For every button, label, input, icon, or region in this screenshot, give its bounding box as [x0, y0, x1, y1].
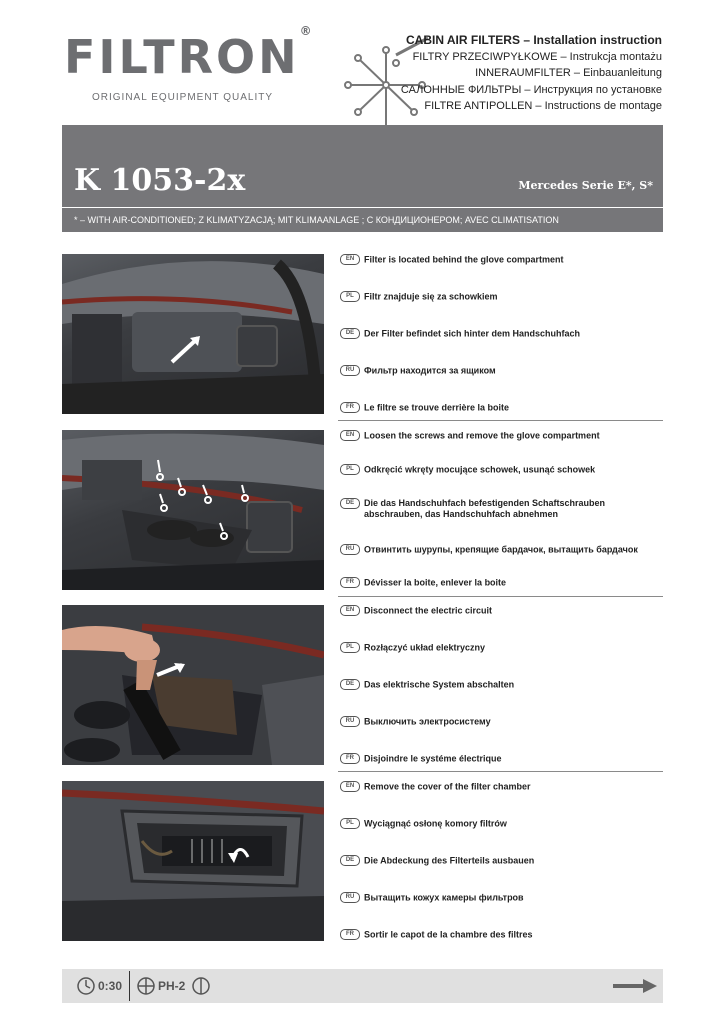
- step-2-fr: FR Dévisser la boite, enlever la boite: [340, 577, 660, 588]
- lang-badge-fr: FR: [340, 929, 360, 940]
- time-value: 0:30: [98, 979, 123, 993]
- lang-badge-fr: FR: [340, 402, 360, 413]
- lang-badge-de: DE: [340, 498, 360, 509]
- lang-badge-ru: RU: [340, 716, 360, 727]
- lang-badge-pl: PL: [340, 818, 360, 829]
- tool-value: PH-2: [158, 979, 186, 993]
- step-4-fr: FR Sortir le capot de la chambre des filtres: [340, 929, 660, 940]
- step-divider: [338, 771, 663, 772]
- lang-badge-en: EN: [340, 605, 360, 616]
- phillips-screwdriver-icon: [136, 976, 156, 996]
- step-3-ru: RU Выключить электросистему: [340, 716, 660, 727]
- step-divider: [338, 596, 663, 597]
- lang-badge-ru: RU: [340, 544, 360, 555]
- step-4-ru: RU Вытащить кожух камеры фильтров: [340, 892, 660, 903]
- lang-badge-fr: FR: [340, 753, 360, 764]
- glove-compartment-photo: [62, 254, 324, 414]
- air-conditioning-note: * – WITH AIR-CONDITIONED; Z KLIMATYZACJĄ; MIT KLIMAANLAGE ; С КОНДИЦИОНЕРОМ; AVEC CLIMATISATION: [62, 208, 663, 232]
- arrow-right-icon[interactable]: [613, 979, 657, 993]
- lang-badge-de: DE: [340, 855, 360, 866]
- title-block: [401, 32, 662, 115]
- step-1-en: EN Filter is located behind the glove compartment: [340, 254, 660, 265]
- lang-badge-de: DE: [340, 679, 360, 690]
- title-pl: FILTRY PRZECIWPYŁKOWE – Instrukcja montażu: [412, 50, 662, 63]
- step-2-de: DE Die das Handschuhfach befestigenden Schaftschrauben abschrauben, das Handschuhfach abnehmen: [340, 498, 660, 520]
- lang-badge-de: DE: [340, 328, 360, 339]
- title-en: CABIN AIR FILTERS – Installation instruction: [405, 33, 662, 47]
- title-ru: САЛОННЫЕ ФИЛЬТРЫ – Инструкция по установке: [400, 83, 662, 96]
- screws-photo: [62, 430, 324, 590]
- footer-divider: [129, 971, 130, 1001]
- lang-badge-pl: PL: [340, 464, 360, 475]
- brand-name: FILTRON: [64, 30, 300, 84]
- clock-icon: [76, 976, 96, 996]
- step-1-de: DE Der Filter befindet sich hinter dem Handschuhfach: [340, 328, 660, 339]
- step-3-fr: FR Disjoindre le systéme électrique: [340, 753, 660, 764]
- lang-badge-pl: PL: [340, 291, 360, 302]
- time-indicator: [76, 977, 122, 995]
- lang-badge-ru: RU: [340, 365, 360, 376]
- lang-badge-en: EN: [340, 254, 360, 265]
- step-1-pl: PL Filtr znajduje się za schowkiem: [340, 291, 660, 302]
- title-de: INNERAUMFILTER – Einbauanleitung: [475, 67, 662, 79]
- step-4-en: EN Remove the cover of the filter chamber: [340, 781, 660, 792]
- electric-circuit-photo: [62, 605, 324, 765]
- lang-badge-ru: RU: [340, 892, 360, 903]
- footer-bar: [62, 969, 663, 1003]
- step-divider: [338, 420, 663, 421]
- step-4-photo: [62, 781, 324, 941]
- step-3-photo: [62, 605, 324, 765]
- lang-badge-en: EN: [340, 781, 360, 792]
- step-1-ru: RU Фильтр находится за ящиком: [340, 365, 660, 376]
- step-2-ru: RU Отвинтить шурупы, крепящие бардачок, вытащить бардачок: [340, 544, 660, 555]
- step-2-pl: PL Odkręcić wkręty mocujące schowek, usunąć schowek: [340, 464, 660, 475]
- step-2-en: EN Loosen the screws and remove the glove compartment: [340, 430, 660, 441]
- model-number: K 1053-2x: [74, 163, 246, 198]
- lang-badge-en: EN: [340, 430, 360, 441]
- step-1-photo: [62, 254, 324, 414]
- brand-logo: [64, 24, 312, 84]
- title-fr: FILTRE ANTIPOLLEN – Instructions de montage: [424, 100, 662, 112]
- step-2-photo: [62, 430, 324, 590]
- lang-badge-fr: FR: [340, 577, 360, 588]
- registered-mark: ®: [299, 24, 312, 38]
- step-3-en: EN Disconnect the electric circuit: [340, 605, 660, 616]
- step-4-de: DE Die Abdeckung des Filterteils ausbauen: [340, 855, 660, 866]
- model-banner: [62, 125, 663, 207]
- step-1-fr: FR Le filtre se trouve derrière la boite: [340, 402, 660, 413]
- lang-badge-pl: PL: [340, 642, 360, 653]
- step-3-de: DE Das elektrische System abschalten: [340, 679, 660, 690]
- filter-chamber-photo: [62, 781, 324, 941]
- tool-indicator: [136, 977, 211, 995]
- flat-screwdriver-icon: [191, 976, 211, 996]
- step-4-pl: PL Wyciągnąć osłonę komory filtrów: [340, 818, 660, 829]
- brand-tagline: ORIGINAL EQUIPMENT QUALITY: [92, 92, 274, 103]
- vehicle-name: Mercedes Serie E*, S*: [518, 179, 653, 192]
- step-3-pl: PL Rozłączyć układ elektryczny: [340, 642, 660, 653]
